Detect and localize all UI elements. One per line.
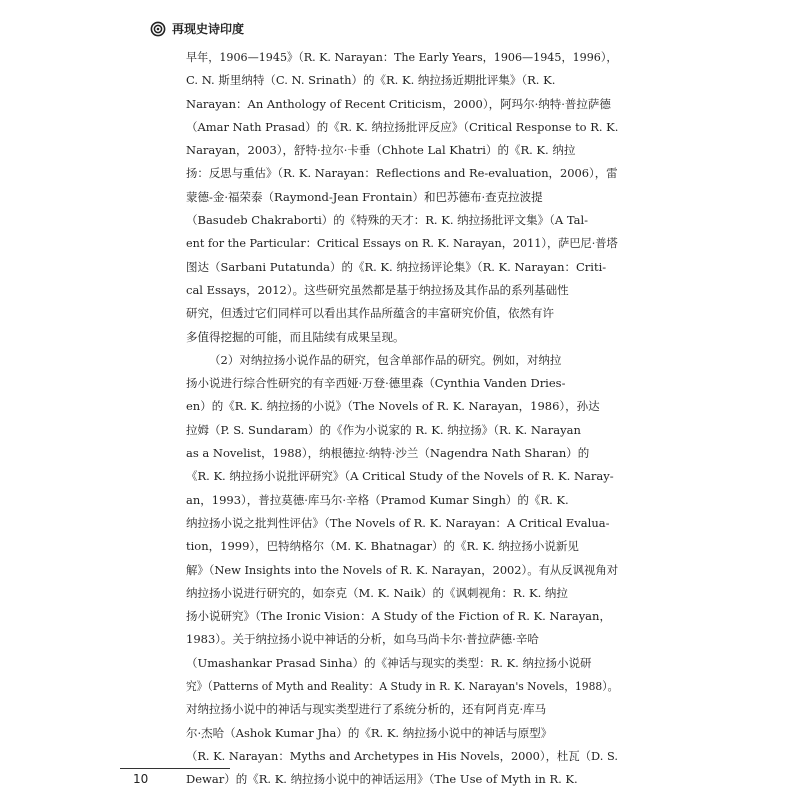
line-text: 早年，1906—1945》（R. K. Narayan：The Early Years，1906—1945，1996），: [186, 50, 618, 64]
line-text: Dewar）的《R. K. 纳拉扬小说中的神话运用》（The Use of Myth in R. K.: [186, 772, 578, 787]
line-text: tion，1999），巴特纳格尔（M. K. Bhatnagar）的《R. K. 纳拉扬小说新见: [186, 539, 579, 554]
text-line: [186, 93, 618, 116]
text-line: [186, 162, 618, 185]
text-line: [186, 605, 618, 628]
text-line: [186, 419, 618, 442]
text-line: [186, 46, 618, 69]
body-text: [186, 46, 618, 792]
line-text: （Amar Nath Prasad）的《R. K. 纳拉扬批评反应》（Critical Response to R. K.: [186, 119, 618, 134]
line-text: 研究，但透过它们同样可以看出其作品所蕴含的丰富研究价值，依然有许: [186, 306, 554, 321]
line-text: （R. K. Narayan：Myths and Archetypes in His Novels，2000），杜瓦（D. S.: [186, 748, 618, 763]
line-text: Narayan：An Anthology of Recent Criticism，2000），阿玛尔·纳特·普拉萨德: [186, 96, 611, 111]
line-text: cal Essays，2012）。这些研究虽然都是基于纳拉扬及其作品的系列基础性: [186, 282, 569, 297]
line-text: 尔·杰哈（Ashok Kumar Jha）的《R. K. 纳拉扬小说中的神话与原型》: [186, 725, 553, 740]
text-line: [186, 279, 618, 302]
line-text: 拉姆（P. S. Sundaram）的《作为小说家的 R. K. 纳拉扬》（R. K. Narayan: [186, 422, 581, 437]
text-line: [186, 489, 618, 512]
text-line: [186, 232, 618, 255]
line-text: 究》（Patterns of Myth and Reality：A Study in R. K. Narayan's Novels，1988）。: [186, 679, 618, 694]
text-line: [186, 442, 618, 465]
text-line: [186, 256, 618, 279]
text-line: [186, 465, 618, 488]
text-line: [186, 372, 618, 395]
line-text: 解》（New Insights into the Novels of R. K. Narayan，2002）。有从反讽视角对: [186, 562, 618, 577]
text-line: [186, 139, 618, 162]
line-text: 扬小说进行综合性研究的有辛西娅·万登·德里森（Cynthia Vanden Dries-: [186, 376, 566, 391]
text-line: [186, 395, 618, 418]
line-text: 《R. K. 纳拉扬小说批评研究》（A Critical Study of the Novels of R. K. Naray-: [186, 469, 614, 484]
line-text: as a Novelist，1988），纳根德拉·纳特·沙兰（Nagendra Nath Sharan）的: [186, 446, 590, 461]
text-line: [186, 722, 618, 745]
text-line: [186, 326, 618, 349]
text-line: [186, 186, 618, 209]
line-text: （Umashankar Prasad Sinha）的《神话与现实的类型：R. K. 纳拉扬小说研: [186, 655, 592, 670]
line-text: 蒙德-金·福荣泰（Raymond-Jean Frontain）和巴苏德布·查克拉波提: [186, 189, 543, 204]
line-text: 扬小说研究》（The Ironic Vision：A Study of the Fiction of R. K. Narayan，: [186, 609, 611, 624]
line-text: 扬：反思与重估》（R. K. Narayan：Reflections and Re-evaluation，2006），雷: [186, 166, 618, 181]
text-line: [186, 652, 618, 675]
line-text: 多值得挖掘的可能，而且陆续有成果呈现。: [186, 329, 405, 344]
footer-rule: [120, 768, 230, 769]
target-icon: [150, 21, 166, 37]
text-line: [186, 512, 618, 535]
text-line: [186, 349, 618, 372]
text-line: [186, 209, 618, 232]
text-line: [186, 302, 618, 325]
text-line: [186, 675, 618, 698]
line-text: （2）对纳拉扬小说作品的研究，包含单部作品的研究。例如，对纳拉: [209, 352, 562, 367]
page-number: 10: [133, 772, 149, 786]
text-line: [186, 116, 618, 139]
text-line: [186, 559, 618, 582]
line-text: ent for the Particular：Critical Essays on R. K. Narayan，2011），萨巴尼·普塔: [186, 236, 618, 251]
line-text: en）的《R. K. 纳拉扬的小说》（The Novels of R. K. Narayan，1986），孙达: [186, 399, 600, 414]
line-text: 纳拉扬小说进行研究的，如奈克（M. K. Naik）的《讽刺视角：R. K. 纳拉: [186, 585, 568, 600]
text-line: [186, 768, 618, 791]
line-text: 对纳拉扬小说中的神话与现实类型进行了系统分析的，还有阿肖克·库马: [186, 702, 547, 717]
book-title: 再现史诗印度: [172, 22, 245, 36]
text-line: [186, 698, 618, 721]
text-line: [186, 69, 618, 92]
line-text: C. N. 斯里纳特（C. N. Srinath）的《R. K. 纳拉扬近期批评集》（R. K.: [186, 73, 556, 88]
text-line: [186, 535, 618, 558]
text-line: [186, 745, 618, 768]
line-text: 纳拉扬小说之批判性评估》（The Novels of R. K. Narayan：A Critical Evalua-: [186, 515, 610, 530]
line-text: an，1993），普拉莫德·库马尔·辛格（Pramod Kumar Singh）的《R. K.: [186, 492, 569, 507]
line-text: 图达（Sarbani Putatunda）的《R. K. 纳拉扬评论集》（R. K. Narayan：Criti-: [186, 259, 607, 274]
line-text: 1983）。关于纳拉扬小说中神话的分析，如乌马尚卡尔·普拉萨德·辛哈: [186, 632, 539, 647]
line-text: Narayan，2003），舒特·拉尔·卡垂（Chhote Lal Khatri）的《R. K. 纳拉: [186, 143, 576, 158]
text-line: [186, 628, 618, 651]
text-line: [186, 582, 618, 605]
running-header: [150, 20, 244, 37]
line-text: （Basudeb Chakraborti）的《特殊的天才：R. K. 纳拉扬批评文集》（A Tal-: [186, 213, 589, 228]
